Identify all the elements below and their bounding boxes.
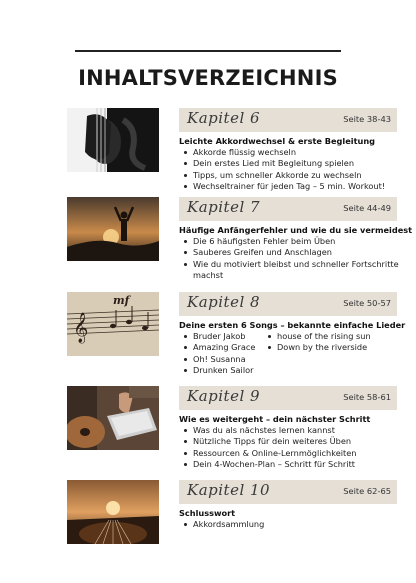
chapter-8-subtitle: Deine ersten 6 Songs – bekannte einfache Lieder [179, 320, 406, 330]
chapter-6-list [179, 147, 413, 193]
chapter-10-photo-guitar-sunset [67, 480, 159, 544]
list-item: Wie du motiviert bleibst und schneller Fortschritte [193, 259, 413, 270]
list-item: Wechseltrainer für jeden Tag – 5 min. Workout! [193, 181, 413, 192]
top-divider-line [75, 50, 341, 52]
list-item: Dein 4-Wochen-Plan – Schritt für Schritt [193, 459, 413, 470]
chapter-7-header [179, 197, 397, 221]
chapter-9-list [179, 425, 413, 471]
chapter-7-list [179, 236, 413, 282]
list-item: Oh! Susanna [193, 354, 283, 365]
list-item: Akkorde flüssig wechseln [193, 147, 413, 158]
svg-text:𝄞: 𝄞 [73, 313, 89, 343]
list-item: Ressourcen & Online-Lernmöglichkeiten [193, 448, 413, 459]
chapter-7-title: Kapitel 7 [187, 198, 261, 216]
list-item: Akkordsammlung [193, 519, 413, 530]
chapter-9-photo-guitar-laptop [67, 386, 159, 450]
list-item: Drunken Sailor [193, 365, 283, 376]
list-item: house of the rising sun [277, 331, 416, 342]
chapter-8-list-right [263, 331, 416, 354]
page-title: INHALTSVERZEICHNIS [78, 66, 338, 90]
list-item: Bruder Jakob [193, 331, 283, 342]
chapter-6-title: Kapitel 6 [187, 109, 261, 127]
chapter-9-title: Kapitel 9 [187, 387, 261, 405]
chapter-6-photo-hands-guitar [67, 108, 159, 172]
list-item: Sauberes Greifen und Anschlagen [193, 247, 413, 258]
chapter-8-pages: Seite 50-57 [343, 298, 391, 308]
chapter-9-subtitle: Wie es weitergeht – dein nächster Schritt [179, 414, 371, 424]
svg-text:mf: mf [113, 294, 130, 307]
chapter-10-list [179, 519, 413, 530]
list-item-continuation: machst [193, 270, 224, 281]
chapter-10-pages: Seite 62-65 [343, 486, 391, 496]
list-item: Tipps, um schneller Akkorde zu wechseln [193, 170, 413, 181]
chapter-10-subtitle: Schlusswort [179, 508, 236, 518]
chapter-9-header [179, 386, 397, 410]
chapter-10-title: Kapitel 10 [187, 481, 271, 499]
chapter-8-header [179, 292, 397, 316]
chapter-6-header [179, 108, 397, 132]
chapter-8-title: Kapitel 8 [187, 293, 261, 311]
chapter-10-header [179, 480, 397, 504]
chapter-7-photo-sunset-person [67, 197, 159, 261]
chapter-6-pages: Seite 38-43 [343, 114, 391, 124]
list-item: Down by the riverside [277, 342, 416, 353]
list-item: Amazing Grace [193, 342, 283, 353]
chapter-9-pages: Seite 58-61 [343, 392, 391, 402]
list-item: Die 6 häufigsten Fehler beim Üben [193, 236, 413, 247]
chapter-8-photo-sheet-music [67, 292, 159, 356]
chapter-7-pages: Seite 44-49 [343, 203, 391, 213]
list-item: Was du als nächstes lernen kannst [193, 425, 413, 436]
chapter-7-subtitle: Häufige Anfängerfehler und wie du sie vermeidest [179, 225, 413, 235]
chapter-6-subtitle: Leichte Akkordwechsel & erste Begleitung [179, 136, 376, 146]
list-item: Dein erstes Lied mit Begleitung spielen [193, 158, 413, 169]
list-item: Nützliche Tipps für dein weiteres Üben [193, 436, 413, 447]
